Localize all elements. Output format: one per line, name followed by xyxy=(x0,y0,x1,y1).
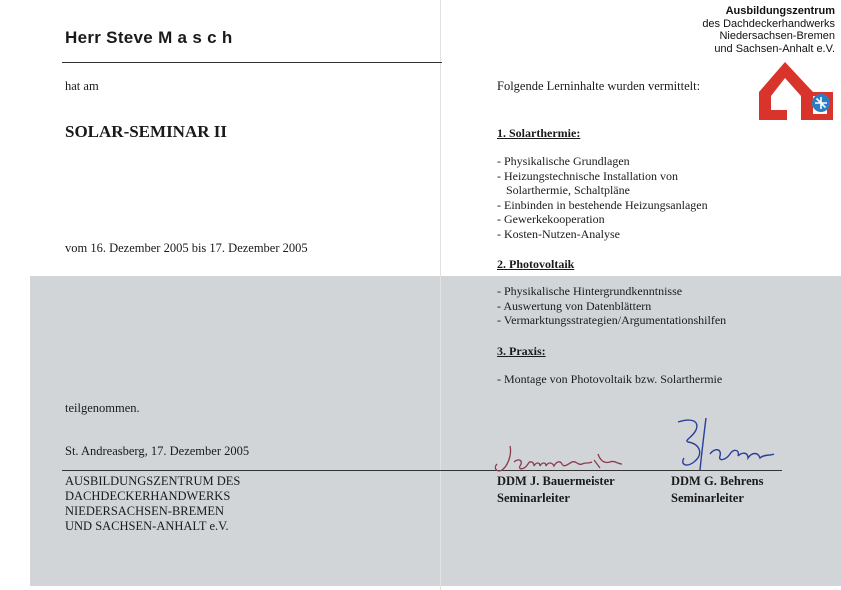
list-item: - Kosten-Nutzen-Analyse xyxy=(497,226,620,241)
logo-line: und Sachsen-Anhalt e.V. xyxy=(714,42,835,55)
logo-text xyxy=(702,5,835,55)
roof-logo-icon xyxy=(755,58,837,122)
place-date: St. Andreasberg, 17. Dezember 2005 xyxy=(65,444,250,458)
issuer-block xyxy=(65,474,240,534)
intro-text: hat am xyxy=(65,79,99,93)
list-item: - Physikalische Hintergrundkenntnisse xyxy=(497,284,683,298)
logo-line: des Dachdeckerhandwerks xyxy=(702,17,835,30)
recipient-name: Herr Steve M a s c h xyxy=(65,28,233,47)
issuer-line: NIEDERSACHSEN-BREMEN xyxy=(65,504,225,518)
section-heading-solarthermie: 1. Solarthermie: xyxy=(497,126,581,140)
list-item: - Montage von Photovoltaik bzw. Solarthermie xyxy=(497,372,723,386)
list-item: Solarthermie, Schaltpläne xyxy=(497,183,630,198)
list-item: - Einbinden in bestehende Heizungsanlagen xyxy=(497,197,708,212)
issuer-line: DACHDECKERHANDWERKS xyxy=(65,489,231,503)
list-item: - Vermarktungsstrategien/Argumentationshilfen xyxy=(497,313,727,328)
course-title: SOLAR-SEMINAR II xyxy=(65,122,227,141)
section-heading-photovoltaik: 2. Photovoltaik xyxy=(497,257,575,271)
closing-text: teilgenommen. xyxy=(65,401,140,415)
signatory-role: Seminarleiter xyxy=(497,491,570,505)
section-heading-praxis: 3. Praxis: xyxy=(497,344,546,358)
photovoltaik-list xyxy=(497,284,726,328)
signature-behrens xyxy=(670,414,780,476)
header-rule xyxy=(62,62,442,63)
list-item: - Gewerkekooperation xyxy=(497,212,605,227)
issuer-line: UND SACHSEN-ANHALT e.V. xyxy=(65,519,229,533)
signatory-name: DDM J. Bauermeister xyxy=(497,474,615,488)
signatory-role: Seminarleiter xyxy=(671,491,744,505)
list-item: - Heizungstechnische Installation von xyxy=(497,168,678,183)
contents-intro: Folgende Lerninhalte wurden vermittelt: xyxy=(497,79,701,93)
logo-line: Niedersachsen-Bremen xyxy=(719,30,835,42)
issuer-line: AUSBILDUNGSZENTRUM DES xyxy=(65,474,241,488)
list-item: - Auswertung von Datenblättern xyxy=(497,298,652,313)
logo-line: Ausbildungszentrum xyxy=(725,5,835,17)
signatory-name: DDM G. Behrens xyxy=(671,474,764,488)
solarthermie-list xyxy=(497,154,708,242)
date-range: vom 16. Dezember 2005 bis 17. Dezember 2005 xyxy=(65,241,308,255)
praxis-list xyxy=(497,372,722,387)
fold-line xyxy=(440,0,441,590)
list-item: - Physikalische Grundlagen xyxy=(497,154,630,168)
